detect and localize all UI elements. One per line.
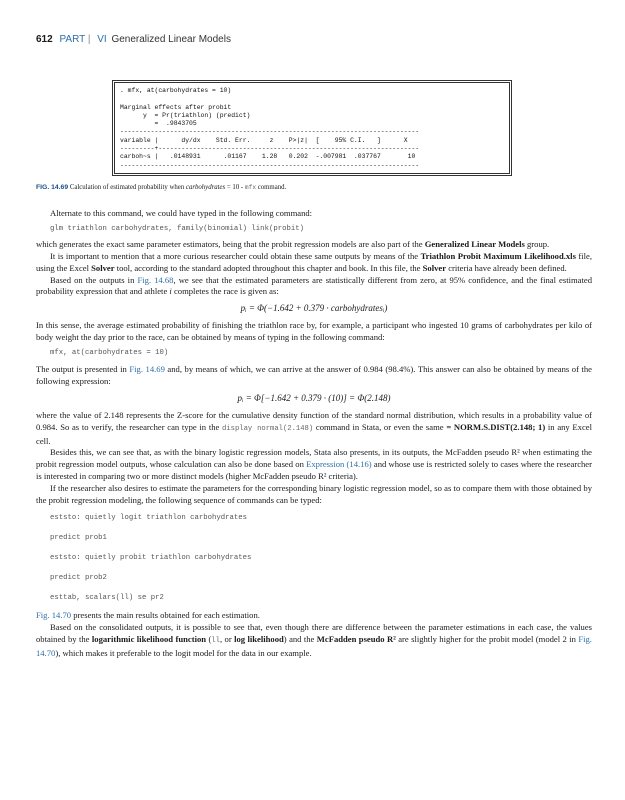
code-line: eststo: quietly probit triathlon carbohydrates <box>50 553 252 562</box>
paragraph: The output is presented in Fig. 14.69 and, by means of which, we can arrive at the answer of 0.984 (98.4%). This answer can also be obtained by means of the following expression: <box>36 363 592 386</box>
code-line: mfx, at(carbohydrates = 10) <box>50 349 169 358</box>
running-header <box>36 34 231 45</box>
code-line: predict prob1 <box>50 533 107 542</box>
page-number: 612 <box>36 34 53 45</box>
code-line: esttab, scalars(ll) se pr2 <box>50 593 164 602</box>
equation: pᵢ = Φ[−1.642 + 0.379 · (10)] = Φ(2.148) <box>237 392 391 403</box>
caption-variable: carbohydrates <box>185 184 226 191</box>
paragraph: which generates the exact same parameter estimators, being that the probit regression models are also part of the Generalized Linear Models group. <box>36 238 550 249</box>
equation: pᵢ = Φ(−1.642 + 0.379 · carbohydratesᵢ) <box>240 303 388 314</box>
code-line: glm triathlon carbohydrates, family(binomial) link(probit) <box>50 224 304 233</box>
paragraph: If the researcher also desires to estimate the parameters for the corresponding binary logistic regression model, so as to compare them with those obtained by the probit regression modeling, the following sequence of commands can be typed: <box>36 483 592 506</box>
caption-end: command. <box>257 184 287 191</box>
figure-link[interactable]: Fig. 14.70 <box>36 610 72 621</box>
caption-text: Calculation of estimated probability when <box>69 184 185 191</box>
caption-command: mfx <box>244 184 257 191</box>
stata-output-text: . mfx, at(carbohydrates = 10) Marginal effects after probit y = Pr(triathlon) (predict) = .9843705 ------------------------------------------------------------------------------ variable | dy/dx Std. Err. z P>|z| [ 95% C.I. ] X ---------+-------------------------------------------------------------------- carboh~s | .0148931 .01167 1.28 0.202 -.007981 .037767 10 ------------------------------------------------------------------------------ <box>120 87 420 169</box>
figure-link[interactable]: Fig. 14.68 <box>137 274 174 285</box>
paragraph: It is important to mention that a more curious researcher could obtain these same outputs by means of the Triathlon Probit Maximum Likelihood.xls file, using the Excel Solver tool, according to the standard adopted throughout this chapter and book. In this file, the Solver criteria have already been defined. <box>36 250 593 273</box>
paragraph: Fig. 14.70 presents the main results obtained for each estimation. <box>36 610 260 621</box>
code-line: predict prob2 <box>50 573 107 582</box>
paragraph: where the value of 2.148 represents the Z-score for the cumulative density function of the standard normal distribution, which results in a probability value of 0.984. So as to verify, the researcher can type in the display normal(2.148) command in Stata, or even the same = NORM.S.DIST(2.148; 1) in any Excel cell. <box>36 409 592 446</box>
figure-caption <box>36 184 286 191</box>
part-roman: VI <box>97 34 107 45</box>
figure-link[interactable]: Fig. 14.70 <box>36 634 592 659</box>
figure-label: FIG. 14.69 <box>36 184 69 191</box>
part-label: PART <box>59 34 86 45</box>
stata-output-box <box>112 80 512 176</box>
paragraph: Besides this, we can see that, as with the binary logistic regression models, Stata also presents, in its outputs, the McFadden pseudo R² when estimating the probit regression model outputs, whose calculation can also be done based on Expression (14.16) and whose use is restricted solely to cases where the researcher is interested in comparing two or more distinct models (higher McFadden pseudo R² criteria). <box>36 447 592 482</box>
paragraph: Based on the outputs in Fig. 14.68, we see that the estimated parameters are statistically different from zero, at 95% confidence, and the final estimated probability expression that and athlete i completes the race is given as: <box>36 274 592 297</box>
paragraph: Alternate to this command, we could have typed in the following command: <box>50 208 313 218</box>
code-line: eststo: quietly logit triathlon carbohydrates <box>50 513 248 522</box>
part-title: Generalized Linear Models <box>111 34 231 45</box>
body-text <box>36 208 592 660</box>
paragraph: In this sense, the average estimated probability of finishing the triathlon race by, for example, a participant who ingested 10 grams of carbohydrates per kilo of body weight the day prior to the race, can be obtained by means of typing in the following command: <box>36 320 592 343</box>
figure-link[interactable]: Fig. 14.69 <box>129 363 165 374</box>
caption-mid: = 10 - <box>226 184 244 191</box>
part-separator: | <box>87 34 91 45</box>
expression-link[interactable]: Expression (14.16) <box>306 459 372 470</box>
paragraph: Based on the consolidated outputs, it is possible to see that, even though there are difference between the parameter estimations in each case, the values obtained by the logarithmic likelihood function (ll, or log likelihood) and the McFadden pseudo R² are slightly higher for the probit model (model 2 in Fig. 14.70), which makes it preferable to the logit model for the data in our example. <box>36 622 592 659</box>
